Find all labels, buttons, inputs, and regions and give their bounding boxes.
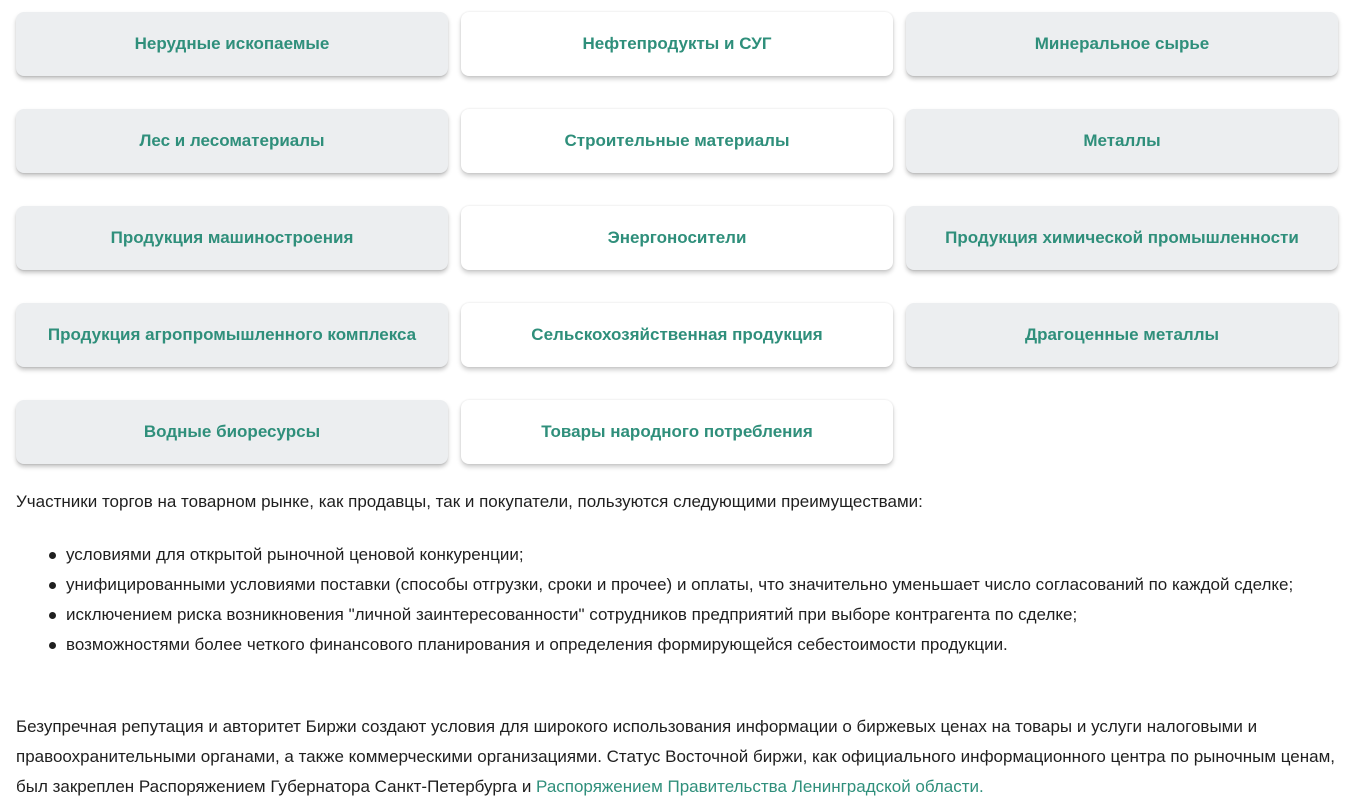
list-item <box>16 570 1316 600</box>
category-card-machinery[interactable]: Продукция машиностроения <box>16 206 448 270</box>
list-item <box>16 540 1316 570</box>
category-card-nonmetallic-minerals[interactable]: Нерудные ископаемые <box>16 12 448 76</box>
category-card-energy[interactable]: Энергоносители <box>461 206 893 270</box>
category-card-precious-metals[interactable]: Драгоценные металлы <box>906 303 1338 367</box>
category-grid <box>16 12 1338 464</box>
category-card-agroindustrial[interactable]: Продукция агропромышленного комплекса <box>16 303 448 367</box>
list-item-text: исключением риска возникновения "личной заинтересованности" сотрудников предприятий при выборе контрагента по сделке; <box>66 605 1078 624</box>
bullet-icon <box>49 612 56 619</box>
list-item-text: возможностями более четкого финансового планирования и определения формирующейся себестоимости продукции. <box>66 635 1008 654</box>
bullet-icon <box>49 582 56 589</box>
reputation-paragraph <box>16 712 1336 802</box>
category-card-building-materials[interactable]: Строительные материалы <box>461 109 893 173</box>
category-card-petroleum-lpg[interactable]: Нефтепродукты и СУГ <box>461 12 893 76</box>
benefits-intro: Участники торгов на товарном рынке, как продавцы, так и покупатели, пользуются следующими преимуществами: <box>16 492 923 511</box>
category-card-agricultural[interactable]: Сельскохозяйственная продукция <box>461 303 893 367</box>
bullet-icon <box>49 552 56 559</box>
category-card-chemical[interactable]: Продукция химической промышленности <box>906 206 1338 270</box>
reputation-text: Безупречная репутация и авторитет Биржи создают условия для широкого использования информации о биржевых ценах на товары и услуги налоговыми и правоохранительными органами, а также коммерческими организациями. Статус Восточной биржи, как официального информационного центра по рыночным ценам, был закреплен Распоряжением Губернатора Санкт-Петербурга и <box>16 717 1335 796</box>
leningrad-decree-link[interactable]: Распоряжением Правительства Ленинградской области. <box>536 777 984 796</box>
category-card-aquatic-bioresources[interactable]: Водные биоресурсы <box>16 400 448 464</box>
list-item-text: условиями для открытой рыночной ценовой конкуренции; <box>66 545 524 564</box>
category-card-mineral-raw[interactable]: Минеральное сырье <box>906 12 1338 76</box>
list-item <box>16 600 1316 630</box>
category-card-consumer-goods[interactable]: Товары народного потребления <box>461 400 893 464</box>
bullet-icon <box>49 642 56 649</box>
list-item <box>16 630 1316 660</box>
category-card-metals[interactable]: Металлы <box>906 109 1338 173</box>
list-item-text: унифицированными условиями поставки (способы отгрузки, сроки и прочее) и оплаты, что значительно уменьшает число согласований по каждой сделке; <box>66 575 1294 594</box>
category-card-timber[interactable]: Лес и лесоматериалы <box>16 109 448 173</box>
benefits-list <box>16 540 1316 660</box>
